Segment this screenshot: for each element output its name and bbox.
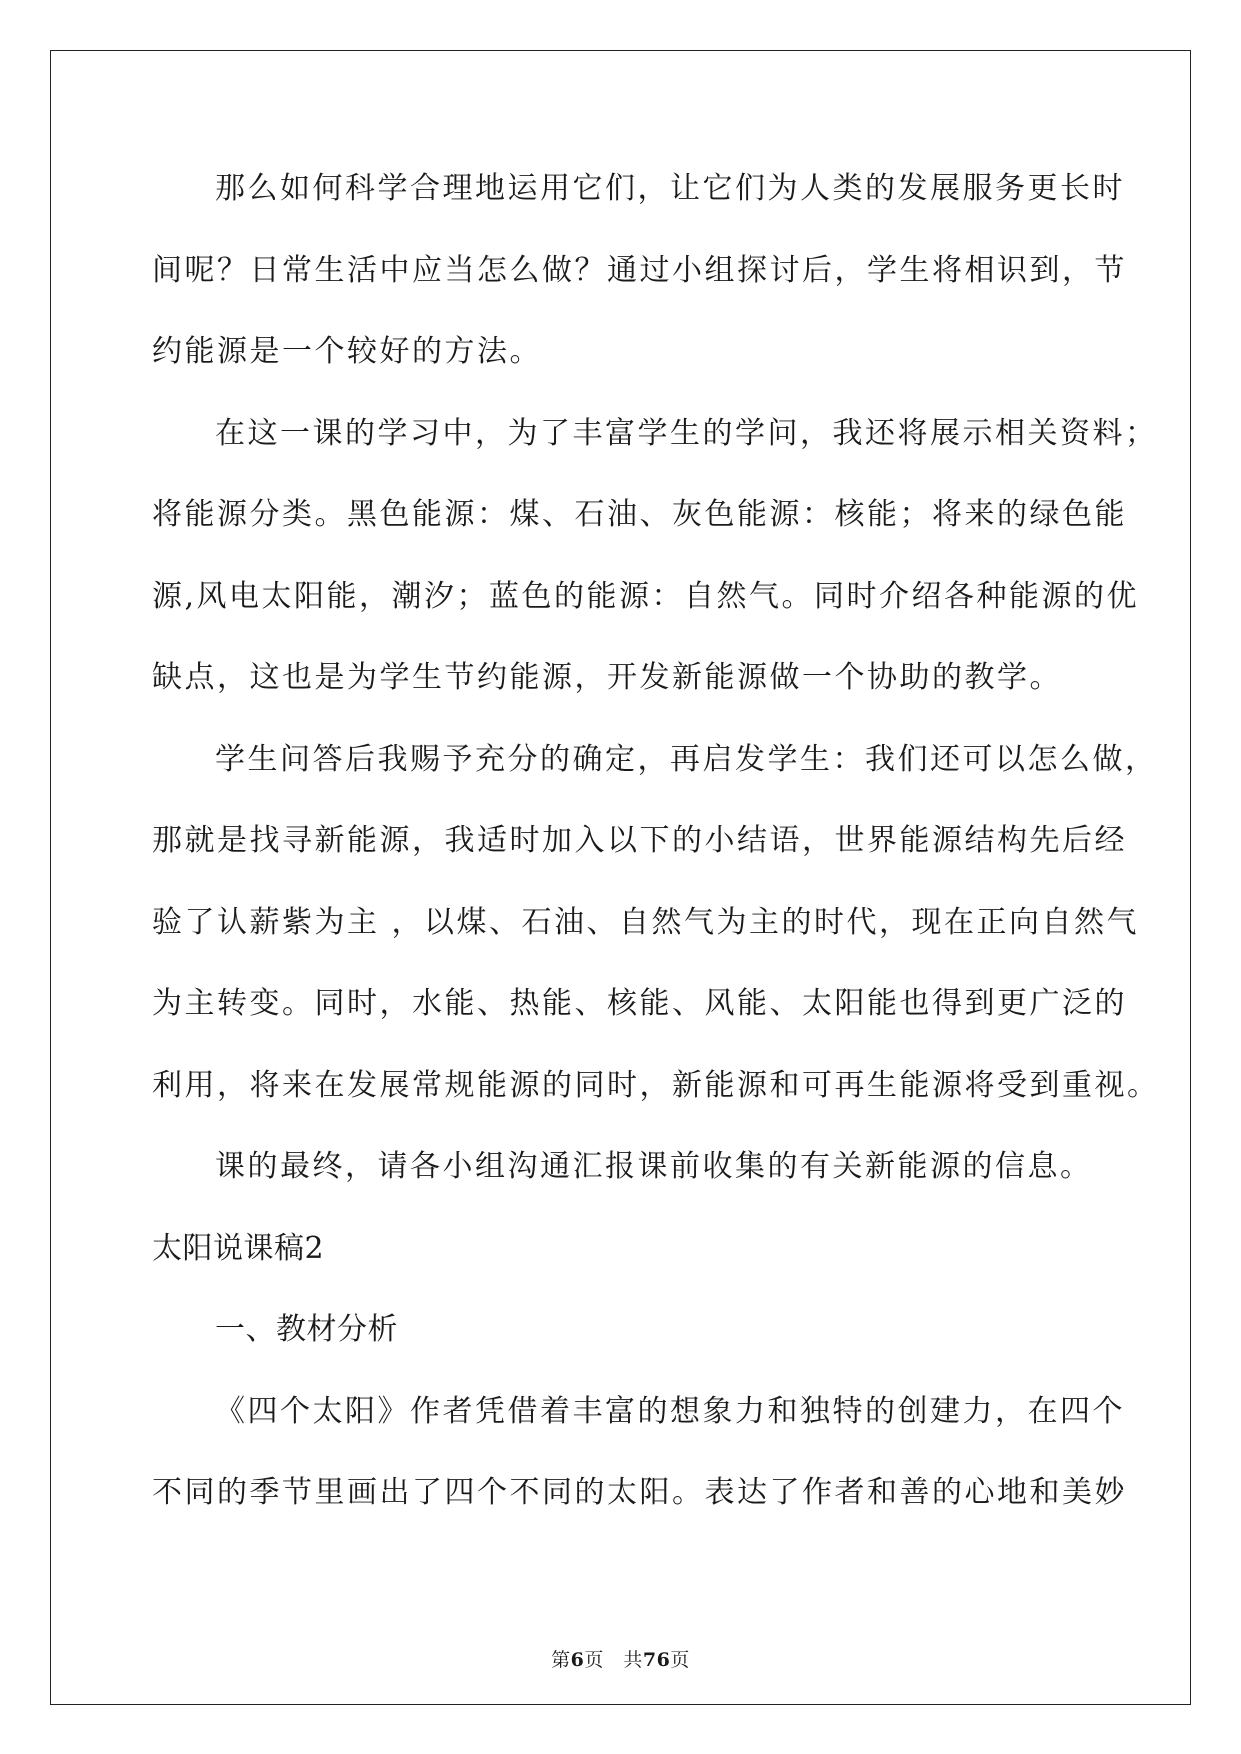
paragraph-line: 那就是找寻新能源，我适时加入以下的小结语，世界能源结构先后经 (152, 823, 1127, 858)
paragraph-line: 约能源是一个较好的方法。 (152, 334, 542, 369)
total-page-count: 76 (642, 1649, 671, 1671)
footer-suffix: 页 (670, 1649, 690, 1671)
page-footer (0, 1645, 1241, 1672)
paragraph-line: 为主转变。同时，水能、热能、核能、风能、太阳能也得到更广泛的 (152, 986, 1127, 1021)
paragraph-line: 那么如何科学合理地运用它们，让它们为人类的发展服务更长时 (215, 171, 1125, 206)
paragraph-line: 将能源分类。黑色能源：煤、石油、灰色能源：核能；将来的绿色能 (152, 497, 1127, 532)
paragraph-line: 缺点，这也是为学生节约能源，开发新能源做一个协助的教学。 (152, 660, 1062, 695)
current-page-number: 6 (570, 1649, 585, 1671)
footer-middle: 页 共 (584, 1649, 643, 1671)
paragraph-line: 课的最终，请各小组沟通汇报课前收集的有关新能源的信息。 (215, 1149, 1093, 1184)
paragraph-line: 间呢？日常生活中应当怎么做？通过小组探讨后，学生将相识到，节 (152, 252, 1127, 288)
paragraph-line: 在这一课的学习中，为了丰富学生的学问，我还将展示相关资料； (215, 415, 1158, 451)
paragraph-line: 不同的季节里画出了四个不同的太阳。表达了作者和善的心地和美妙 (152, 1475, 1127, 1510)
footer-prefix: 第 (551, 1649, 571, 1671)
section-title: 太阳说课稿2 (152, 1230, 325, 1266)
document-body (152, 164, 1160, 1550)
paragraph-line: 利用，将来在发展常规能源的同时，新能源和可再生能源将受到重视。 (152, 1067, 1160, 1103)
paragraph-line: 《四个太阳》作者凭借着丰富的想象力和独特的创建力，在四个 (215, 1393, 1125, 1429)
paragraph-line: 学生问答后我赐予充分的确定，再启发学生：我们还可以怎么做， (215, 741, 1158, 777)
paragraph-line: 验了认薪紫为主 ，以煤、石油、自然气为主的时代，现在正向自然气 (152, 904, 1140, 940)
paragraph-line: 源,风电太阳能，潮汐；蓝色的能源：自然气。同时介绍各种能源的优 (152, 578, 1140, 614)
subsection-heading: 一、教材分析 (215, 1312, 398, 1347)
